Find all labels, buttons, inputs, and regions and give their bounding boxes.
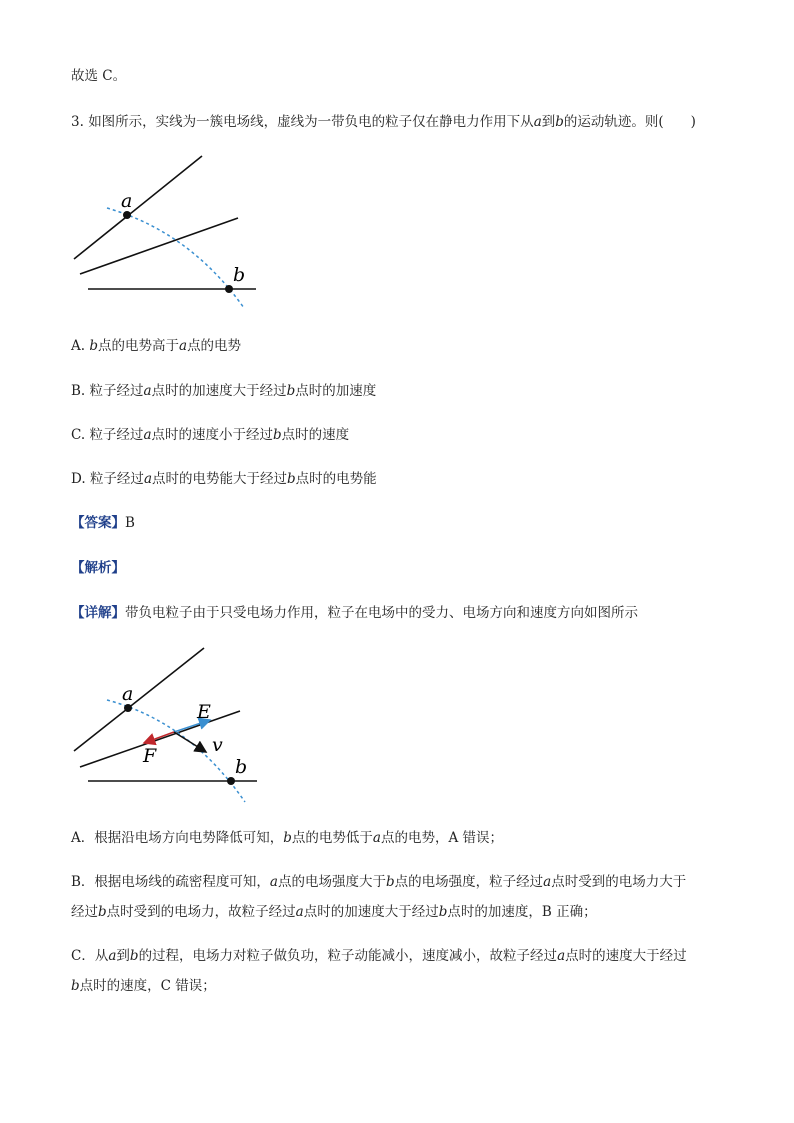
- detail-tag: 【详解】: [71, 605, 125, 621]
- option-text: 点的电势高于: [98, 338, 179, 354]
- option-var: b: [273, 427, 282, 443]
- explain-a: [71, 828, 503, 848]
- answer-value: B: [125, 515, 135, 531]
- analysis-tag: 【解析】: [71, 560, 125, 576]
- option-var: a: [143, 471, 152, 487]
- option-var: a: [143, 383, 152, 399]
- explain-text: 点的电势低于: [291, 830, 373, 846]
- label-f: F: [143, 745, 157, 767]
- stem-var-b: b: [555, 114, 564, 130]
- explain-var: b: [385, 874, 395, 890]
- option-text: 粒子经过: [89, 471, 144, 487]
- label-a: a: [122, 683, 134, 705]
- point-a: [124, 704, 132, 712]
- explain-text: 点的电势，A 错误；: [380, 830, 504, 846]
- question-number: 3.: [71, 114, 84, 130]
- explain-text: 到: [116, 948, 130, 964]
- explain-c-line1: [71, 946, 687, 966]
- option-key: D.: [71, 471, 86, 487]
- option-text: 点时的加速度: [295, 383, 377, 399]
- explain-var: a: [557, 948, 566, 964]
- explain-b-line1: [71, 872, 686, 892]
- explain-text: 点时的加速度大于经过: [303, 904, 439, 920]
- option-var: b: [287, 471, 296, 487]
- option-key: C.: [71, 427, 86, 443]
- option-var: b: [286, 383, 296, 399]
- explain-text: 点时受到的电场力大于: [551, 874, 687, 890]
- detail-text: 带负电粒子由于只受电场力作用，粒子在电场中的受力、电场方向和速度方向如图所示: [125, 605, 638, 621]
- explain-c-line2: [71, 976, 216, 996]
- explain-text: 点的电场强度，粒子经过: [394, 874, 544, 890]
- option-var: a: [143, 427, 152, 443]
- explain-var: b: [438, 904, 448, 920]
- explain-b-line2: [71, 902, 597, 922]
- explain-text: 的过程，电场力对粒子做负功，粒子动能减小，速度减小，故粒子经过: [138, 948, 558, 964]
- explain-text: 点时受到的电场力，故粒子经过: [106, 904, 296, 920]
- option-key: A.: [71, 338, 86, 354]
- option-key: B.: [71, 383, 86, 399]
- explain-var: a: [543, 874, 552, 890]
- explain-text: 点时的加速度，B 正确；: [447, 904, 597, 920]
- option-text: 点时的加速度大于经过: [151, 383, 287, 399]
- f-arrow: [144, 732, 174, 743]
- explain-var: b: [283, 830, 292, 846]
- explain-text: A．根据沿电场方向电势降低可知，: [71, 830, 284, 846]
- label-a: a: [121, 190, 133, 212]
- option-var: a: [179, 338, 188, 354]
- explain-text: 点时的速度，C 错误；: [79, 978, 216, 994]
- option-text: 点时的电势能: [295, 471, 377, 487]
- answer-tag: 【答案】: [71, 515, 125, 531]
- option-text: 点的电势: [187, 338, 242, 354]
- explain-var: b: [71, 978, 80, 994]
- explain-var: a: [269, 874, 278, 890]
- explain-text: 点的电场强度大于: [277, 874, 386, 890]
- option-var: b: [89, 338, 98, 354]
- point-b: [227, 777, 235, 785]
- explain-var: a: [372, 830, 381, 846]
- explain-var: a: [295, 904, 304, 920]
- stem-text-3: 的运动轨迹。则( ): [563, 114, 696, 130]
- explain-text: C．从: [71, 948, 109, 964]
- stem-text-2: 到: [541, 114, 556, 130]
- explain-var: a: [108, 948, 117, 964]
- label-b: b: [235, 756, 248, 778]
- option-text: 粒子经过: [89, 383, 144, 399]
- label-v: v: [212, 734, 223, 756]
- explain-text: 点时的速度大于经过: [565, 948, 687, 964]
- option-text: 点时的速度: [281, 427, 350, 443]
- explain-text: B．根据电场线的疏密程度可知，: [71, 874, 270, 890]
- explain-text: 经过: [71, 904, 98, 920]
- stem-var-a: a: [533, 114, 542, 130]
- previous-conclusion: 故选 C。: [71, 68, 127, 84]
- option-text: 点时的电势能大于经过: [152, 471, 287, 487]
- explain-var: b: [129, 948, 139, 964]
- v-arrow: [174, 732, 206, 752]
- stem-text-1: 如图所示，实线为一簇电场线，虚线为一带负电的粒子仅在静电力作用下从: [88, 114, 534, 130]
- field-line-top: [74, 648, 204, 751]
- option-text: 点时的速度小于经过: [151, 427, 273, 443]
- label-b: b: [233, 264, 246, 286]
- explain-var: b: [98, 904, 107, 920]
- label-e: E: [197, 701, 211, 723]
- option-text: 粒子经过: [89, 427, 144, 443]
